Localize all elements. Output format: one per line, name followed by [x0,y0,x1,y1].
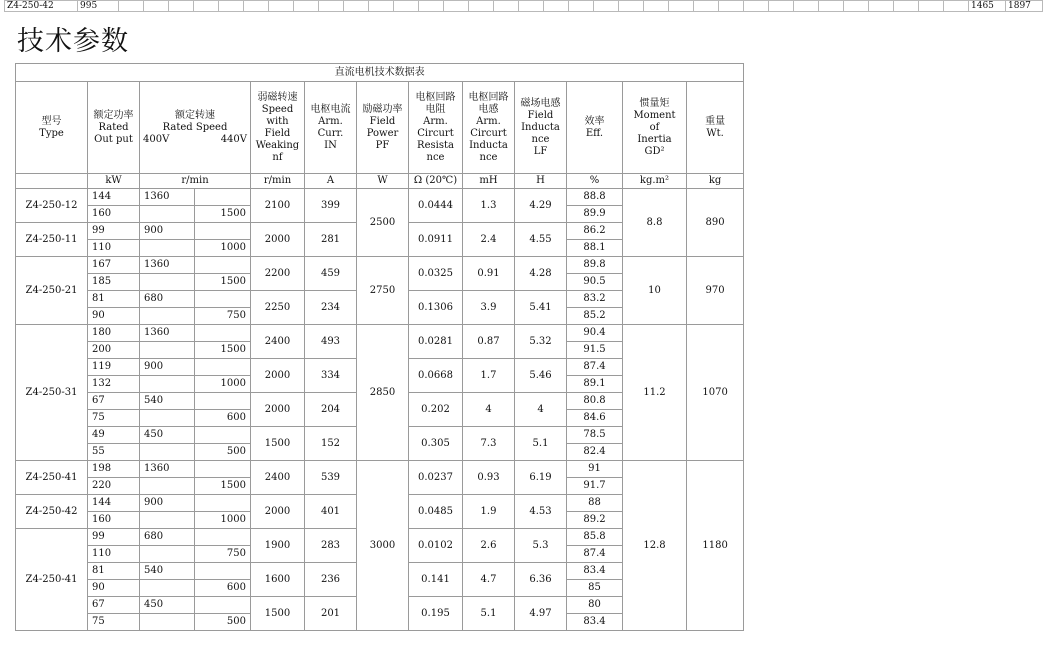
unit-weight: kg [687,174,744,189]
rated-power-cell: 75 [88,614,140,631]
field-weak-speed-cell: 2000 [251,495,305,529]
prev-power-cell: 995 [78,1,119,12]
prev-empty-cell [769,1,794,12]
prev-empty-cell [444,1,469,12]
arm-current-cell: 234 [305,291,357,325]
rated-power-cell: 99 [88,529,140,546]
prev-empty-cell [669,1,694,12]
speed-400v-cell: 450 [140,427,195,444]
speed-440v-cell [195,291,251,308]
arm-resistance-cell: 0.202 [409,393,463,427]
field-inductance-cell: 5.41 [515,291,567,325]
speed-440v-cell: 1500 [195,274,251,291]
rated-power-cell: 90 [88,580,140,597]
efficiency-cell: 91.5 [567,342,623,359]
unit-weak-speed: r/min [251,174,305,189]
speed-400v-cell [140,444,195,461]
arm-current-cell: 399 [305,189,357,223]
field-inductance-cell: 5.3 [515,529,567,563]
rated-power-cell: 144 [88,189,140,206]
efficiency-cell: 85.2 [567,308,623,325]
field-weak-speed-cell: 2000 [251,393,305,427]
efficiency-cell: 88 [567,495,623,512]
arm-current-cell: 236 [305,563,357,597]
arm-inductance-cell: 3.9 [463,291,515,325]
unit-power: kW [88,174,140,189]
speed-440v-cell: 1000 [195,240,251,257]
arm-resistance-cell: 0.0281 [409,325,463,359]
speed-440v-cell: 500 [195,614,251,631]
efficiency-cell: 80.8 [567,393,623,410]
field-weak-speed-cell: 1500 [251,427,305,461]
arm-inductance-cell: 1.3 [463,189,515,223]
arm-current-cell: 401 [305,495,357,529]
field-weak-speed-cell: 2250 [251,291,305,325]
header-field-inductance: 磁场电感 Field Inducta nce LF [515,82,567,174]
prev-empty-cell [719,1,744,12]
arm-resistance-cell: 0.0444 [409,189,463,223]
speed-440v-cell: 750 [195,308,251,325]
moment-of-inertia-cell: 8.8 [623,189,687,257]
speed-400v-cell [140,206,195,223]
field-inductance-cell: 4.53 [515,495,567,529]
field-power-cell: 2500 [357,189,409,257]
prev-empty-cell [219,1,244,12]
prev-model-cell: Z4-250-42 [5,1,78,12]
speed-400v-cell [140,274,195,291]
unit-resistance: Ω (20℃) [409,174,463,189]
rated-power-cell: 55 [88,444,140,461]
arm-current-cell: 281 [305,223,357,257]
rated-power-cell: 160 [88,206,140,223]
efficiency-cell: 83.4 [567,563,623,580]
field-inductance-cell: 4 [515,393,567,427]
prev-empty-cell [519,1,544,12]
header-rated-speed: 额定转速 Rated Speed 400V 440V [140,82,251,174]
unit-field-power: W [357,174,409,189]
field-inductance-cell: 5.46 [515,359,567,393]
efficiency-cell: 82.4 [567,444,623,461]
arm-inductance-cell: 0.91 [463,257,515,291]
speed-440v-cell [195,393,251,410]
speed-400v-cell [140,512,195,529]
model-type-cell: Z4-250-41 [16,461,88,495]
speed-400v-cell: 900 [140,223,195,240]
prev-weight-cell: 1897 [1006,1,1043,12]
dc-motor-spec-table [15,63,744,631]
speed-400v-cell [140,546,195,563]
speed-440v-cell [195,495,251,512]
prev-empty-cell [944,1,969,12]
rated-power-cell: 185 [88,274,140,291]
weight-cell: 1180 [687,461,744,631]
header-type: 型号 Type [16,82,88,174]
prev-empty-cell [744,1,769,12]
prev-moment-cell: 1465 [969,1,1006,12]
rated-power-cell: 144 [88,495,140,512]
speed-400v-cell [140,410,195,427]
previous-table-fragment [4,0,1043,12]
speed-400v-cell: 1360 [140,325,195,342]
moment-of-inertia-cell: 10 [623,257,687,325]
field-power-cell: 2850 [357,325,409,461]
table-row [16,257,744,274]
arm-resistance-cell: 0.0485 [409,495,463,529]
field-weak-speed-cell: 2400 [251,461,305,495]
table-row [16,461,744,478]
model-type-cell: Z4-250-11 [16,223,88,257]
field-inductance-cell: 4.55 [515,223,567,257]
speed-440v-cell: 1000 [195,376,251,393]
speed-400v-cell: 900 [140,359,195,376]
field-weak-speed-cell: 2000 [251,223,305,257]
prev-empty-cell [644,1,669,12]
arm-inductance-cell: 7.3 [463,427,515,461]
prev-empty-cell [619,1,644,12]
prev-empty-cell [694,1,719,12]
efficiency-cell: 80 [567,597,623,614]
efficiency-cell: 89.9 [567,206,623,223]
arm-inductance-cell: 1.9 [463,495,515,529]
moment-of-inertia-cell: 11.2 [623,325,687,461]
rated-power-cell: 180 [88,325,140,342]
speed-440v-cell [195,223,251,240]
speed-440v-cell: 500 [195,444,251,461]
field-inductance-cell: 6.36 [515,563,567,597]
arm-resistance-cell: 0.0668 [409,359,463,393]
prev-empty-cell [894,1,919,12]
prev-empty-cell [344,1,369,12]
table-caption: 直流电机技术数据表 [16,64,744,82]
rated-power-cell: 75 [88,410,140,427]
field-inductance-cell: 4.28 [515,257,567,291]
rated-power-cell: 110 [88,546,140,563]
rated-power-cell: 110 [88,240,140,257]
speed-400v-cell: 1360 [140,257,195,274]
weight-cell: 1070 [687,325,744,461]
speed-440v-cell [195,257,251,274]
rated-power-cell: 167 [88,257,140,274]
arm-current-cell: 539 [305,461,357,495]
efficiency-cell: 91 [567,461,623,478]
prev-empty-cell [394,1,419,12]
model-type-cell: Z4-250-12 [16,189,88,223]
arm-resistance-cell: 0.0102 [409,529,463,563]
prev-empty-cell [169,1,194,12]
prev-empty-cell [469,1,494,12]
speed-440v-cell: 600 [195,580,251,597]
model-type-cell: Z4-250-21 [16,257,88,325]
unit-moment: kg.m² [623,174,687,189]
rated-power-cell: 81 [88,563,140,580]
header-rated-power: 额定功率 Rated Out put [88,82,140,174]
efficiency-cell: 84.6 [567,410,623,427]
efficiency-cell: 88.8 [567,189,623,206]
prev-empty-cell [794,1,819,12]
speed-440v-cell: 750 [195,546,251,563]
rated-power-cell: 200 [88,342,140,359]
field-inductance-cell: 5.1 [515,427,567,461]
table-row [16,189,744,206]
prev-empty-cell [144,1,169,12]
efficiency-cell: 83.2 [567,291,623,308]
efficiency-cell: 85.8 [567,529,623,546]
arm-current-cell: 459 [305,257,357,291]
header-speed-440v: 440V [220,133,247,145]
prev-empty-cell [294,1,319,12]
speed-440v-cell: 1000 [195,512,251,529]
efficiency-cell: 85 [567,580,623,597]
speed-400v-cell: 1360 [140,461,195,478]
speed-440v-cell [195,189,251,206]
efficiency-cell: 91.7 [567,478,623,495]
moment-of-inertia-cell: 12.8 [623,461,687,631]
rated-power-cell: 90 [88,308,140,325]
field-inductance-cell: 4.97 [515,597,567,631]
model-type-cell: Z4-250-42 [16,495,88,529]
speed-400v-cell: 540 [140,563,195,580]
field-inductance-cell: 6.19 [515,461,567,495]
prev-empty-cell [919,1,944,12]
rated-power-cell: 49 [88,427,140,444]
weight-cell: 970 [687,257,744,325]
header-efficiency: 效率 Eff. [567,82,623,174]
speed-400v-cell [140,240,195,257]
speed-400v-cell [140,580,195,597]
unit-current: A [305,174,357,189]
field-inductance-cell: 4.29 [515,189,567,223]
prev-empty-cell [494,1,519,12]
speed-440v-cell [195,427,251,444]
page-title: 技术参数 [17,26,129,57]
speed-440v-cell: 600 [195,410,251,427]
speed-440v-cell: 1500 [195,342,251,359]
header-field-power: 励磁功率 Field Power PF [357,82,409,174]
arm-resistance-cell: 0.195 [409,597,463,631]
speed-400v-cell: 450 [140,597,195,614]
arm-resistance-cell: 0.141 [409,563,463,597]
speed-400v-cell: 900 [140,495,195,512]
arm-inductance-cell: 2.6 [463,529,515,563]
field-inductance-cell: 5.32 [515,325,567,359]
speed-440v-cell [195,461,251,478]
arm-inductance-cell: 0.93 [463,461,515,495]
speed-400v-cell: 540 [140,393,195,410]
unit-inductance: mH [463,174,515,189]
speed-400v-cell [140,376,195,393]
table-row [16,325,744,342]
efficiency-cell: 87.4 [567,359,623,376]
arm-inductance-cell: 0.87 [463,325,515,359]
efficiency-cell: 87.4 [567,546,623,563]
rated-power-cell: 132 [88,376,140,393]
speed-400v-cell [140,478,195,495]
rated-power-cell: 67 [88,393,140,410]
header-field-weak-speed: 弱磁转速 Speed with Field Weaking nf [251,82,305,174]
field-weak-speed-cell: 1600 [251,563,305,597]
speed-400v-cell: 1360 [140,189,195,206]
speed-400v-cell [140,614,195,631]
prev-empty-cell [419,1,444,12]
model-type-cell: Z4-250-31 [16,325,88,461]
prev-empty-cell [269,1,294,12]
arm-current-cell: 204 [305,393,357,427]
arm-resistance-cell: 0.0911 [409,223,463,257]
field-weak-speed-cell: 2100 [251,189,305,223]
model-type-cell: Z4-250-41 [16,529,88,631]
speed-400v-cell: 680 [140,291,195,308]
efficiency-cell: 90.5 [567,274,623,291]
header-arm-current: 电枢电流 Arm. Curr. IN [305,82,357,174]
field-weak-speed-cell: 2200 [251,257,305,291]
rated-power-cell: 160 [88,512,140,529]
arm-resistance-cell: 0.0325 [409,257,463,291]
field-power-cell: 3000 [357,461,409,631]
rated-power-cell: 99 [88,223,140,240]
speed-440v-cell [195,597,251,614]
header-arm-inductance: 电枢回路 电感 Arm. Circurt Inducta nce [463,82,515,174]
header-arm-resistance: 电枢回路 电阻 Arm. Circurt Resista nce [409,82,463,174]
efficiency-cell: 89.1 [567,376,623,393]
field-power-cell: 2750 [357,257,409,325]
rated-power-cell: 220 [88,478,140,495]
speed-440v-cell [195,325,251,342]
speed-440v-cell: 1500 [195,478,251,495]
arm-inductance-cell: 4.7 [463,563,515,597]
prev-empty-cell [844,1,869,12]
speed-440v-cell [195,529,251,546]
speed-440v-cell [195,563,251,580]
header-speed-400v: 400V [143,133,170,145]
arm-resistance-cell: 0.1306 [409,291,463,325]
arm-current-cell: 283 [305,529,357,563]
prev-empty-cell [819,1,844,12]
header-weight: 重量 Wt. [687,82,744,174]
arm-current-cell: 201 [305,597,357,631]
prev-empty-cell [544,1,569,12]
arm-inductance-cell: 5.1 [463,597,515,631]
efficiency-cell: 89.2 [567,512,623,529]
prev-empty-cell [594,1,619,12]
efficiency-cell: 89.8 [567,257,623,274]
arm-current-cell: 493 [305,325,357,359]
prev-empty-cell [369,1,394,12]
speed-440v-cell [195,359,251,376]
efficiency-cell: 88.1 [567,240,623,257]
prev-empty-cell [869,1,894,12]
rated-power-cell: 198 [88,461,140,478]
field-weak-speed-cell: 1900 [251,529,305,563]
field-weak-speed-cell: 2400 [251,325,305,359]
arm-current-cell: 334 [305,359,357,393]
efficiency-cell: 83.4 [567,614,623,631]
speed-440v-cell: 1500 [195,206,251,223]
unit-efficiency: % [567,174,623,189]
rated-power-cell: 81 [88,291,140,308]
efficiency-cell: 90.4 [567,325,623,342]
efficiency-cell: 78.5 [567,427,623,444]
prev-empty-cell [194,1,219,12]
arm-inductance-cell: 1.7 [463,359,515,393]
arm-inductance-cell: 4 [463,393,515,427]
unit-field-inductance: H [515,174,567,189]
speed-400v-cell [140,308,195,325]
field-weak-speed-cell: 1500 [251,597,305,631]
arm-resistance-cell: 0.305 [409,427,463,461]
arm-current-cell: 152 [305,427,357,461]
arm-resistance-cell: 0.0237 [409,461,463,495]
rated-power-cell: 119 [88,359,140,376]
prev-empty-cell [569,1,594,12]
speed-400v-cell: 680 [140,529,195,546]
prev-empty-cell [319,1,344,12]
prev-empty-cell [244,1,269,12]
arm-inductance-cell: 2.4 [463,223,515,257]
unit-type [16,174,88,189]
speed-400v-cell [140,342,195,359]
unit-speed: r/min [140,174,251,189]
weight-cell: 890 [687,189,744,257]
rated-power-cell: 67 [88,597,140,614]
header-moment-of-inertia: 惯量矩 Moment of Inertia GD² [623,82,687,174]
efficiency-cell: 86.2 [567,223,623,240]
prev-empty-cell [119,1,144,12]
field-weak-speed-cell: 2000 [251,359,305,393]
